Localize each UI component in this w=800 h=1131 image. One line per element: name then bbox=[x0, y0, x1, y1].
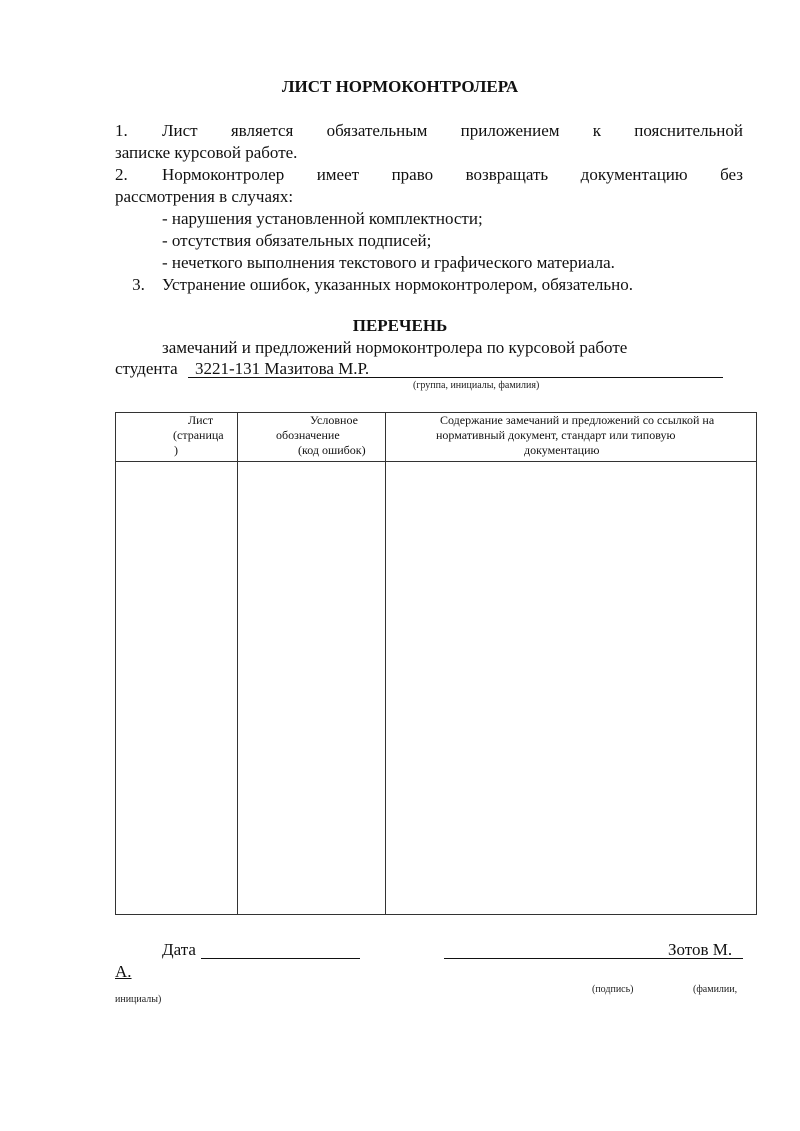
table-header-row bbox=[116, 413, 757, 462]
signer-name-part2: А. bbox=[115, 962, 132, 981]
body-content-cell bbox=[386, 462, 757, 915]
rule-3-number: 3. bbox=[132, 275, 145, 294]
date-line bbox=[201, 940, 360, 959]
document-title: ЛИСТ НОРМОКОНТРОЛЕРА bbox=[281, 77, 519, 96]
table-body-row bbox=[116, 462, 757, 915]
header-code-line-2: обозначение bbox=[276, 428, 340, 442]
rule-bullet-3: - нечеткого выполнения текстового и графического материала. bbox=[162, 253, 615, 272]
date-label: Дата bbox=[162, 940, 196, 959]
rule-2-text: Нормоконтролер имеет право возвращать документацию без bbox=[162, 165, 743, 184]
rule-2-line-2: рассмотрения в случаях: bbox=[115, 187, 294, 206]
body-sheet-cell bbox=[116, 462, 238, 915]
rule-2-line-1 bbox=[115, 164, 743, 186]
header-code-cell bbox=[238, 413, 386, 462]
rule-1-text: Лист является обязательным приложением к пояснительной bbox=[162, 121, 743, 140]
header-sheet-line-2: (страница bbox=[173, 428, 224, 442]
list-heading: ПЕРЕЧЕНЬ bbox=[352, 316, 448, 335]
header-sheet-line-3: ) bbox=[174, 443, 178, 457]
header-sheet-line-1: Лист bbox=[188, 413, 214, 427]
rule-1-line-2: записке курсовой работе. bbox=[115, 143, 298, 162]
rule-bullet-1: - нарушения установленной комплектности; bbox=[162, 209, 483, 228]
header-content-line-2: нормативный документ, стандарт или типовую bbox=[436, 428, 676, 442]
student-caption: (группа, инициалы, фамилия) bbox=[413, 380, 540, 391]
rule-3-text: Устранение ошибок, указанных нормоконтролером, обязательно. bbox=[162, 275, 634, 294]
header-content-line-3: документацию bbox=[524, 443, 600, 457]
list-subheading: замечаний и предложений нормоконтролера по курсовой работе bbox=[162, 338, 628, 357]
header-code-line-1: Условное bbox=[310, 413, 358, 427]
header-content-cell bbox=[386, 413, 757, 462]
caption-signature: (подпись) bbox=[592, 984, 634, 995]
remarks-table bbox=[115, 412, 757, 915]
rule-2-number: 2. bbox=[115, 165, 128, 184]
header-code-line-3: (код ошибок) bbox=[298, 443, 366, 457]
rule-1-line-1 bbox=[115, 120, 743, 142]
body-code-cell bbox=[238, 462, 386, 915]
header-content-line-1: Содержание замечаний и предложений со ссылкой на bbox=[440, 413, 715, 427]
rule-bullet-2: - отсутствия обязательных подписей; bbox=[162, 231, 432, 250]
caption-initials: инициалы) bbox=[115, 994, 162, 1005]
student-value: 3221-131 Мазитова М.Р. bbox=[195, 359, 370, 378]
rule-1-number: 1. bbox=[115, 121, 128, 140]
header-sheet-cell bbox=[116, 413, 238, 462]
signer-name-part1: Зотов М. bbox=[668, 940, 733, 959]
caption-surname: (фамилии, bbox=[693, 984, 738, 995]
rule-3 bbox=[115, 274, 743, 296]
student-label: студента bbox=[115, 359, 178, 378]
